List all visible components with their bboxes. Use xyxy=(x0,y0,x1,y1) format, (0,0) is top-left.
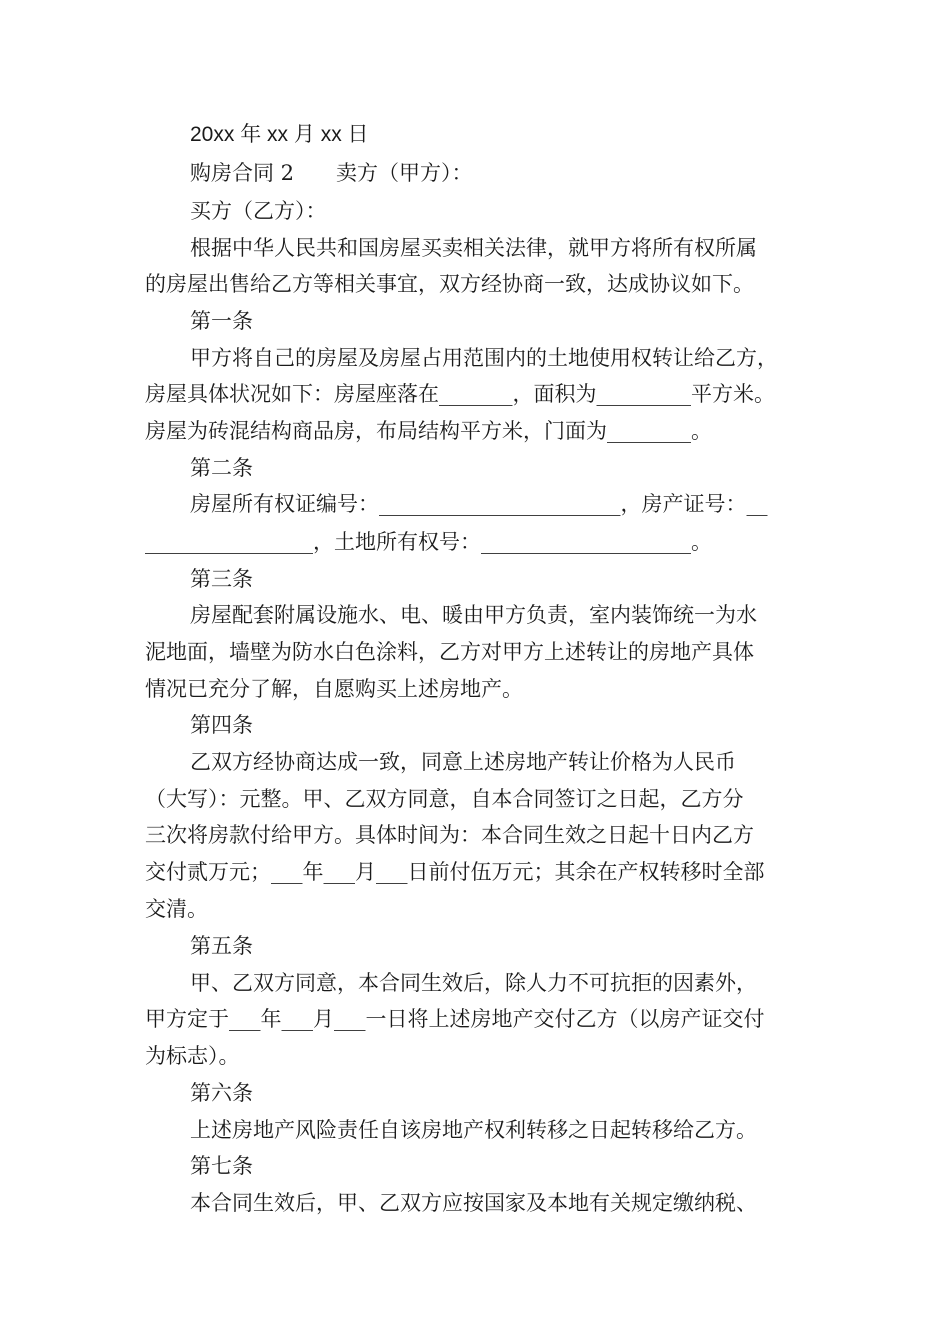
paragraph-line: 三次将房款付给甲方。具体时间为：本合同生效之日起十日内乙方 xyxy=(145,823,754,847)
paragraph-line: 根据中华人民共和国房屋买卖相关法律，就甲方将所有权所属 xyxy=(190,236,757,260)
paragraph-line: 为标志）。 xyxy=(145,1044,240,1068)
paragraph-line: 房屋为砖混结构商品房，布局结构平方米，门面为________。 xyxy=(145,419,712,443)
paragraph-line: 甲方将自己的房屋及房屋占用范围内的土地使用权转让给乙方， xyxy=(190,346,778,370)
contract-date: 20xx 年 xx 月 xx 日 xyxy=(190,123,369,146)
paragraph-line: 的房屋出售给乙方等相关事宜，双方经协商一致，达成协议如下。 xyxy=(145,272,754,296)
article-heading: 第六条 xyxy=(190,1081,253,1105)
paragraph-line: 甲方定于___年___月___一日将上述房地产交付乙方（以房产证交付 xyxy=(145,1007,765,1031)
paragraph-line: 房屋具体状况如下：房屋座落在_______，面积为_________平方米。 xyxy=(145,382,775,406)
paragraph-line: 交清。 xyxy=(145,897,208,921)
article-heading: 第二条 xyxy=(190,456,253,480)
paragraph-line: 房屋配套附属设施水、电、暖由甲方负责，室内装饰统一为水 xyxy=(190,603,757,627)
paragraph-line: 甲、乙双方同意，本合同生效后，除人力不可抗拒的因素外， xyxy=(190,971,757,995)
contract-title-seller: 购房合同 2 卖方（甲方）： xyxy=(190,161,473,185)
paragraph-line: 交付贰万元；___年___月___日前付伍万元；其余在产权转移时全部 xyxy=(145,860,765,884)
paragraph-line: 上述房地产风险责任自该房地产权利转移之日起转移给乙方。 xyxy=(190,1118,757,1142)
paragraph-line: （大写）：元整。甲、乙双方同意，自本合同签订之日起，乙方分 xyxy=(145,787,744,811)
article-heading: 第三条 xyxy=(190,567,253,591)
paragraph-line: 房屋所有权证编号：_______________________，房产证号：__ xyxy=(190,492,768,516)
article-heading: 第一条 xyxy=(190,309,253,333)
article-heading: 第五条 xyxy=(190,934,253,958)
article-heading: 第四条 xyxy=(190,713,253,737)
paragraph-line: 乙双方经协商达成一致，同意上述房地产转让价格为人民币 xyxy=(190,750,736,774)
buyer-line: 买方（乙方）： xyxy=(190,199,327,223)
paragraph-line: 本合同生效后，甲、乙双方应按国家及本地有关规定缴纳税、 xyxy=(190,1191,757,1215)
paragraph-line: 泥地面，墙壁为防水白色涂料，乙方对甲方上述转让的房地产具体 xyxy=(145,640,754,664)
paragraph-line: ________________，土地所有权号：____________________。 xyxy=(145,530,712,554)
article-heading: 第七条 xyxy=(190,1154,253,1178)
paragraph-line: 情况已充分了解，自愿购买上述房地产。 xyxy=(145,677,523,701)
